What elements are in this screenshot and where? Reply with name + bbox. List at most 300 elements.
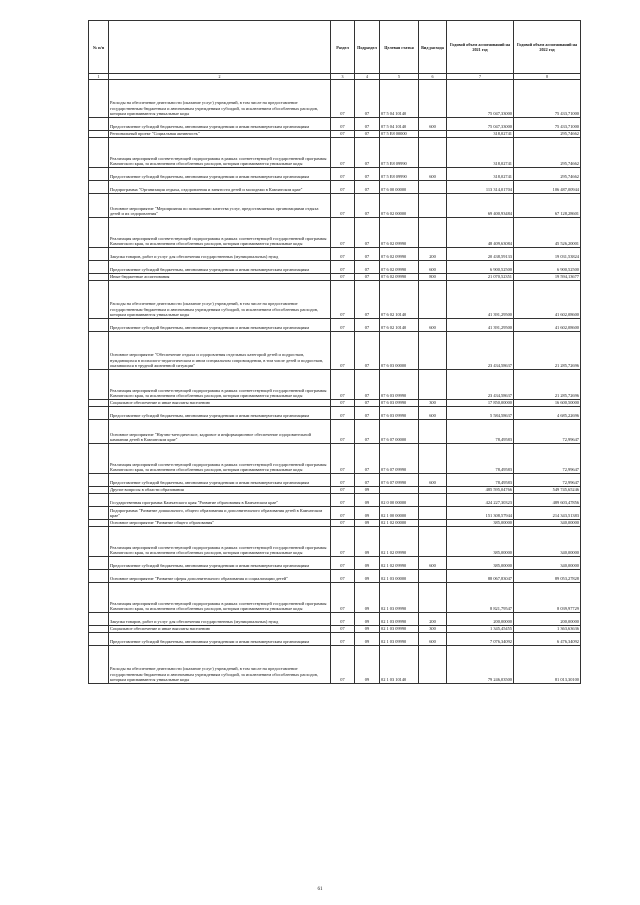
row-podrazdel-cell: 07 — [355, 400, 380, 407]
row-name-cell: Основное мероприятие "Научно-методическое, кадровое и информационное обеспечение оздоровительной кампании детей в Камчатском крае" — [109, 420, 331, 444]
row-amount-2021-cell: 385,00000 — [447, 520, 514, 527]
row-expense-type-cell: 300 — [419, 400, 447, 407]
row-amount-2022-cell: 19 031,53824 — [514, 248, 581, 261]
row-name-cell: Предоставление субсидий бюджетным, автономным учреждениям и иным некоммерческим организациям — [109, 261, 331, 274]
row-target-article-cell: 07 5 04 10140 — [380, 118, 419, 131]
table-row — [89, 583, 581, 613]
table-row — [89, 420, 581, 444]
row-name-cell: Предоставление субсидий бюджетным, автономным учреждениям и иным некоммерческим организациям — [109, 118, 331, 131]
row-number-cell — [89, 319, 109, 332]
header-name — [109, 21, 331, 74]
row-amount-2022-cell: 295,74662 — [514, 138, 581, 168]
row-name-cell: Предоставление субсидий бюджетным, автономным учреждениям и иным некоммерческим организациям — [109, 557, 331, 570]
row-number-cell — [89, 181, 109, 194]
row-amount-2021-cell: 78,49583 — [447, 444, 514, 474]
row-podrazdel-cell: 09 — [355, 520, 380, 527]
header-razdel: Раздел — [331, 21, 355, 74]
table-row — [89, 494, 581, 507]
row-number-cell — [89, 527, 109, 557]
row-expense-type-cell — [419, 487, 447, 494]
row-amount-2021-cell: 78,49583 — [447, 474, 514, 487]
header-expense-type: Вид расхода — [419, 21, 447, 74]
row-number-cell — [89, 507, 109, 520]
row-name-cell: Основное мероприятие "Обеспечение отдыха и оздоровления отдельных категорий детей и подростков, нуждающихся в психолого-педагогическом и ином специальном сопровождении, в том числе детей и подростков, оказавшихся в трудной жизненной ситуации" — [109, 332, 331, 370]
row-target-article-cell: 02 1 03 09990 — [380, 583, 419, 613]
row-expense-type-cell: 600 — [419, 407, 447, 420]
row-target-article-cell: 07 6 02 00000 — [380, 194, 419, 218]
row-name-cell: Региональный проект "Социальная активность" — [109, 131, 331, 138]
table-row — [89, 168, 581, 181]
table-row — [89, 444, 581, 474]
table-row — [89, 319, 581, 332]
column-number: 1 — [89, 74, 109, 80]
row-amount-2021-cell: 385,00000 — [447, 527, 514, 557]
row-amount-2022-cell: 81 013,30100 — [514, 646, 581, 684]
row-amount-2021-cell: 41 391,29500 — [447, 281, 514, 319]
row-number-cell — [89, 420, 109, 444]
row-amount-2021-cell: 318,02741 — [447, 131, 514, 138]
row-expense-type-cell — [419, 420, 447, 444]
row-name-cell: Другие вопросы в области образования — [109, 487, 331, 494]
table-row — [89, 646, 581, 684]
row-amount-2021-cell: 48 409,63084 — [447, 218, 514, 248]
row-target-article-cell: 07 6 03 00000 — [380, 332, 419, 370]
row-name-cell: Основное мероприятие "Развитие сферы дополнительного образования и социализации детей" — [109, 570, 331, 583]
row-expense-type-cell — [419, 527, 447, 557]
row-amount-2022-cell: 340,00000 — [514, 527, 581, 557]
table-row — [89, 626, 581, 633]
row-amount-2021-cell: 79 246,03500 — [447, 646, 514, 684]
row-amount-2021-cell: 78,49583 — [447, 420, 514, 444]
row-expense-type-cell: 600 — [419, 474, 447, 487]
row-podrazdel-cell: 09 — [355, 494, 380, 507]
row-razdel-cell: 07 — [331, 181, 355, 194]
row-target-article-cell: 07 6 02 09990 — [380, 274, 419, 281]
table-row — [89, 474, 581, 487]
row-name-cell: Предоставление субсидий бюджетным, автономным учреждениям и иным некоммерческим организациям — [109, 474, 331, 487]
row-podrazdel-cell: 09 — [355, 570, 380, 583]
header-amount-2022: Годовой объем ассигнований на 2022 год — [514, 21, 581, 74]
row-podrazdel-cell: 07 — [355, 181, 380, 194]
row-amount-2021-cell: 8 821,79547 — [447, 583, 514, 613]
row-podrazdel-cell: 09 — [355, 557, 380, 570]
row-number-cell — [89, 118, 109, 131]
row-target-article-cell: 07 6 07 00000 — [380, 420, 419, 444]
row-razdel-cell: 07 — [331, 118, 355, 131]
row-expense-type-cell — [419, 181, 447, 194]
row-number-cell — [89, 138, 109, 168]
row-razdel-cell: 07 — [331, 583, 355, 613]
row-number-cell — [89, 131, 109, 138]
row-expense-type-cell: 200 — [419, 613, 447, 626]
table-row — [89, 118, 581, 131]
row-razdel-cell: 07 — [331, 400, 355, 407]
row-name-cell: Предоставление субсидий бюджетным, автономным учреждениям и иным некоммерческим организациям — [109, 407, 331, 420]
row-podrazdel-cell: 07 — [355, 332, 380, 370]
row-amount-2021-cell: 318,02741 — [447, 138, 514, 168]
row-razdel-cell: 07 — [331, 407, 355, 420]
row-name-cell: Реализация мероприятий соответствующей подпрограммы в рамках соответствующей государственной программы Камчатского края, за исключением обособленных расходов, которым присваиваются уникальные коды — [109, 583, 331, 613]
row-number-cell — [89, 332, 109, 370]
column-number: 3 — [331, 74, 355, 80]
row-number-cell — [89, 520, 109, 527]
table-row — [89, 570, 581, 583]
row-razdel-cell: 07 — [331, 138, 355, 168]
row-number-cell — [89, 444, 109, 474]
row-number-cell — [89, 633, 109, 646]
table-header-row — [89, 21, 581, 74]
row-podrazdel-cell: 07 — [355, 131, 380, 138]
row-razdel-cell: 07 — [331, 261, 355, 274]
row-amount-2021-cell: 1 345,45455 — [447, 626, 514, 633]
table-row — [89, 80, 581, 118]
row-amount-2022-cell: 8 039,97729 — [514, 583, 581, 613]
row-amount-2022-cell: 295,74662 — [514, 168, 581, 181]
row-target-article-cell: 02 1 03 09990 — [380, 633, 419, 646]
row-amount-2021-cell: 5 584,58637 — [447, 407, 514, 420]
row-amount-2022-cell: 16 600,50000 — [514, 400, 581, 407]
column-number: 6 — [419, 74, 447, 80]
table-row — [89, 407, 581, 420]
row-number-cell — [89, 218, 109, 248]
row-target-article-cell: 02 1 02 00000 — [380, 520, 419, 527]
row-number-cell — [89, 274, 109, 281]
row-name-cell: Предоставление субсидий бюджетным, автономным учреждениям и иным некоммерческим организациям — [109, 633, 331, 646]
row-podrazdel-cell: 09 — [355, 527, 380, 557]
row-amount-2022-cell: 6 900,52500 — [514, 261, 581, 274]
column-number: 5 — [380, 74, 419, 80]
row-name-cell: Реализация мероприятий соответствующей подпрограммы в рамках соответствующей государственной программы Камчатского края, за исключением обособленных расходов, которым присваиваются уникальные коды — [109, 527, 331, 557]
row-amount-2021-cell: 424 227,30323 — [447, 494, 514, 507]
row-target-article-cell: 02 1 03 10140 — [380, 646, 419, 684]
row-amount-2021-cell: 318,02741 — [447, 168, 514, 181]
row-expense-type-cell: 600 — [419, 633, 447, 646]
row-expense-type-cell — [419, 494, 447, 507]
row-number-cell — [89, 80, 109, 118]
row-razdel-cell: 07 — [331, 80, 355, 118]
row-amount-2022-cell: 72,99647 — [514, 420, 581, 444]
row-podrazdel-cell: 07 — [355, 218, 380, 248]
row-number-cell — [89, 474, 109, 487]
row-target-article-cell: 02 1 03 00000 — [380, 570, 419, 583]
header-target-article: Целевая статья — [380, 21, 419, 74]
row-razdel-cell: 07 — [331, 494, 355, 507]
row-expense-type-cell — [419, 646, 447, 684]
row-expense-type-cell: 600 — [419, 168, 447, 181]
header-amount-2021: Годовой объем ассигнований на 2021 год — [447, 21, 514, 74]
row-amount-2022-cell: 106 487,00944 — [514, 181, 581, 194]
row-number-cell — [89, 570, 109, 583]
row-amount-2022-cell: 200,00000 — [514, 613, 581, 626]
table-row — [89, 633, 581, 646]
row-amount-2021-cell: 113 314,01704 — [447, 181, 514, 194]
row-podrazdel-cell: 07 — [355, 168, 380, 181]
row-number-cell — [89, 168, 109, 181]
column-number: 4 — [355, 74, 380, 80]
column-number: 8 — [514, 74, 581, 80]
row-podrazdel-cell: 09 — [355, 507, 380, 520]
table-row — [89, 613, 581, 626]
row-podrazdel-cell: 07 — [355, 407, 380, 420]
row-podrazdel-cell: 07 — [355, 80, 380, 118]
row-amount-2021-cell: 23 434,58637 — [447, 370, 514, 400]
row-name-cell: Иные бюджетные ассигнования — [109, 274, 331, 281]
row-razdel-cell: 07 — [331, 332, 355, 370]
row-razdel-cell: 07 — [331, 474, 355, 487]
row-name-cell: Социальное обеспечение и иные выплаты населению — [109, 626, 331, 633]
row-razdel-cell: 07 — [331, 557, 355, 570]
row-amount-2021-cell: 200,00000 — [447, 613, 514, 626]
row-number-cell — [89, 646, 109, 684]
row-razdel-cell: 07 — [331, 507, 355, 520]
row-name-cell: Расходы на обеспечение деятельности (оказание услуг) учреждений, в том числе на предоставление государственным бюджетным и автономным учреждениям субсидий, за исключением обособленных расходов, которым присваиваются уникальные коды — [109, 646, 331, 684]
row-amount-2022-cell: 4 685,22696 — [514, 407, 581, 420]
row-target-article-cell: 07 6 03 09990 — [380, 400, 419, 407]
row-number-cell — [89, 407, 109, 420]
row-name-cell: Подпрограмма "Организация отдыха, оздоровления и занятости детей и молодежи в Камчатском крае" — [109, 181, 331, 194]
row-amount-2021-cell: 23 434,58637 — [447, 332, 514, 370]
row-razdel-cell: 07 — [331, 420, 355, 444]
row-razdel-cell: 07 — [331, 168, 355, 181]
row-target-article-cell: 02 1 00 00000 — [380, 507, 419, 520]
row-expense-type-cell — [419, 80, 447, 118]
table-row — [89, 194, 581, 218]
row-podrazdel-cell: 07 — [355, 118, 380, 131]
row-podrazdel-cell: 07 — [355, 248, 380, 261]
row-podrazdel-cell: 07 — [355, 138, 380, 168]
row-razdel-cell: 07 — [331, 520, 355, 527]
row-razdel-cell: 07 — [331, 248, 355, 261]
row-razdel-cell: 07 — [331, 274, 355, 281]
row-podrazdel-cell: 07 — [355, 474, 380, 487]
row-razdel-cell: 07 — [331, 370, 355, 400]
row-target-article-cell: 07 5 04 10140 — [380, 80, 419, 118]
row-number-cell — [89, 281, 109, 319]
row-amount-2021-cell: 385,00000 — [447, 557, 514, 570]
row-amount-2022-cell: 1 363,63636 — [514, 626, 581, 633]
table-body — [89, 80, 581, 684]
table-row — [89, 218, 581, 248]
table-row — [89, 557, 581, 570]
row-amount-2021-cell: 75 047,33000 — [447, 118, 514, 131]
row-name-cell: Реализация мероприятий соответствующей подпрограммы в рамках соответствующей государственной программы Камчатского края, за исключением обособленных расходов, которым присваиваются уникальные коды — [109, 138, 331, 168]
row-amount-2022-cell: 6 476,34092 — [514, 633, 581, 646]
page-number: 61 — [317, 887, 323, 892]
row-podrazdel-cell: 09 — [355, 583, 380, 613]
row-amount-2021-cell: 41 391,29500 — [447, 319, 514, 332]
row-amount-2022-cell: 41 602,08600 — [514, 281, 581, 319]
row-number-cell — [89, 370, 109, 400]
row-podrazdel-cell: 09 — [355, 626, 380, 633]
row-target-article-cell: 07 5 E8 09990 — [380, 168, 419, 181]
row-target-article-cell: 07 6 02 09990 — [380, 261, 419, 274]
row-name-cell: Реализация мероприятий соответствующей подпрограммы в рамках соответствующей государственной программы Камчатского края, за исключением обособленных расходов, которым присваиваются уникальные коды — [109, 444, 331, 474]
row-number-cell — [89, 583, 109, 613]
row-number-cell — [89, 613, 109, 626]
row-amount-2022-cell: 72,99647 — [514, 444, 581, 474]
row-expense-type-cell: 600 — [419, 118, 447, 131]
row-podrazdel-cell: 09 — [355, 646, 380, 684]
row-name-cell: Закупка товаров, работ и услуг для обеспечения государственных (муниципальных) нужд — [109, 613, 331, 626]
row-target-article-cell: 07 6 03 09990 — [380, 370, 419, 400]
row-podrazdel-cell: 09 — [355, 633, 380, 646]
table-row — [89, 131, 581, 138]
row-target-article-cell: 07 6 02 10140 — [380, 319, 419, 332]
row-expense-type-cell: 800 — [419, 274, 447, 281]
row-name-cell: Основное мероприятие "Мероприятия по повышению качества услуг, предоставляемых организациями отдыха детей и их оздоровления" — [109, 194, 331, 218]
row-target-article-cell: 02 1 03 09990 — [380, 626, 419, 633]
row-amount-2022-cell: 214 343,51383 — [514, 507, 581, 520]
row-expense-type-cell — [419, 570, 447, 583]
row-number-cell — [89, 248, 109, 261]
row-amount-2022-cell: 549 745,65246 — [514, 487, 581, 494]
row-amount-2022-cell: 89 053,27828 — [514, 570, 581, 583]
row-razdel-cell: 07 — [331, 646, 355, 684]
row-expense-type-cell — [419, 370, 447, 400]
row-podrazdel-cell: 09 — [355, 487, 380, 494]
row-amount-2022-cell: 75 433,71000 — [514, 80, 581, 118]
row-expense-type-cell — [419, 218, 447, 248]
row-number-cell — [89, 261, 109, 274]
row-expense-type-cell: 600 — [419, 261, 447, 274]
row-expense-type-cell: 600 — [419, 319, 447, 332]
row-expense-type-cell — [419, 583, 447, 613]
row-amount-2021-cell: 151 308,57944 — [447, 507, 514, 520]
row-amount-2022-cell: 340,00000 — [514, 557, 581, 570]
row-razdel-cell: 07 — [331, 570, 355, 583]
row-podrazdel-cell: 07 — [355, 444, 380, 474]
row-name-cell: Социальное обеспечение и иные выплаты населению — [109, 400, 331, 407]
budget-table — [88, 20, 581, 684]
row-name-cell: Государственная программа Камчатского края "Развитие образования в Камчатском крае" — [109, 494, 331, 507]
row-name-cell: Расходы на обеспечение деятельности (оказание услуг) учреждений, в том числе на предоставление государственным бюджетным и автономным учреждениям субсидий, за исключением обособленных расходов, которым присваиваются уникальные коды — [109, 281, 331, 319]
header-no: № п/п — [89, 21, 109, 74]
row-target-article-cell: 07 6 02 10140 — [380, 281, 419, 319]
header-podrazdel: Подраздел — [355, 21, 380, 74]
row-amount-2022-cell: 489 603,47856 — [514, 494, 581, 507]
table-row — [89, 370, 581, 400]
row-number-cell — [89, 626, 109, 633]
row-razdel-cell: 07 — [331, 194, 355, 218]
row-amount-2022-cell: 295,74662 — [514, 131, 581, 138]
row-amount-2022-cell: 21 285,72696 — [514, 332, 581, 370]
table-row — [89, 400, 581, 407]
row-podrazdel-cell: 07 — [355, 261, 380, 274]
row-expense-type-cell — [419, 138, 447, 168]
row-amount-2022-cell: 75 433,71000 — [514, 118, 581, 131]
table-row — [89, 274, 581, 281]
row-amount-2021-cell: 88 067,83047 — [447, 570, 514, 583]
row-target-article-cell: 07 6 03 09990 — [380, 407, 419, 420]
row-amount-2021-cell: 7 076,34092 — [447, 633, 514, 646]
row-number-cell — [89, 494, 109, 507]
table-row — [89, 507, 581, 520]
row-razdel-cell: 07 — [331, 626, 355, 633]
row-target-article-cell: 07 6 02 09990 — [380, 218, 419, 248]
row-expense-type-cell — [419, 332, 447, 370]
row-razdel-cell: 07 — [331, 444, 355, 474]
row-expense-type-cell: 200 — [419, 248, 447, 261]
row-podrazdel-cell: 07 — [355, 281, 380, 319]
row-razdel-cell: 07 — [331, 633, 355, 646]
row-name-cell: Расходы на обеспечение деятельности (оказание услуг) учреждений, в том числе на предоставление государственным бюджетным и автономным учреждениям субсидий, за исключением обособленных расходов, которым присваиваются уникальные коды — [109, 80, 331, 118]
row-amount-2021-cell: 21 070,52351 — [447, 274, 514, 281]
row-expense-type-cell — [419, 131, 447, 138]
row-razdel-cell: 07 — [331, 319, 355, 332]
table-row — [89, 332, 581, 370]
row-expense-type-cell — [419, 281, 447, 319]
row-amount-2022-cell: 72,99647 — [514, 474, 581, 487]
row-number-cell — [89, 557, 109, 570]
row-razdel-cell: 07 — [331, 487, 355, 494]
row-podrazdel-cell: 07 — [355, 274, 380, 281]
row-podrazdel-cell: 07 — [355, 420, 380, 444]
row-expense-type-cell — [419, 520, 447, 527]
row-target-article-cell — [380, 487, 419, 494]
row-name-cell: Подпрограмма "Развитие дошкольного, общего образования и дополнительного образования детей в Камчатском крае" — [109, 507, 331, 520]
row-amount-2021-cell: 20 438,59133 — [447, 248, 514, 261]
row-podrazdel-cell: 07 — [355, 194, 380, 218]
table-row — [89, 181, 581, 194]
row-expense-type-cell — [419, 507, 447, 520]
row-target-article-cell: 07 6 00 00000 — [380, 181, 419, 194]
table-row — [89, 520, 581, 527]
row-expense-type-cell: 600 — [419, 557, 447, 570]
row-name-cell: Реализация мероприятий соответствующей подпрограммы в рамках соответствующей государственной программы Камчатского края, за исключением обособленных расходов, которым присваиваются уникальные коды — [109, 370, 331, 400]
column-number: 2 — [109, 74, 331, 80]
table-row — [89, 248, 581, 261]
row-target-article-cell: 07 6 07 09990 — [380, 474, 419, 487]
column-number: 7 — [447, 74, 514, 80]
row-expense-type-cell — [419, 194, 447, 218]
row-razdel-cell: 07 — [331, 613, 355, 626]
row-number-cell — [89, 400, 109, 407]
row-target-article-cell: 02 1 02 09990 — [380, 557, 419, 570]
row-amount-2022-cell: 45 526,20001 — [514, 218, 581, 248]
row-target-article-cell: 02 1 02 09990 — [380, 527, 419, 557]
row-amount-2022-cell: 19 594,13677 — [514, 274, 581, 281]
row-razdel-cell: 07 — [331, 218, 355, 248]
row-name-cell: Закупка товаров, работ и услуг для обеспечения государственных (муниципальных) нужд — [109, 248, 331, 261]
row-amount-2022-cell: 67 128,28601 — [514, 194, 581, 218]
row-razdel-cell: 07 — [331, 527, 355, 557]
row-name-cell: Основное мероприятие "Развитие общего образования" — [109, 520, 331, 527]
row-name-cell: Предоставление субсидий бюджетным, автономным учреждениям и иным некоммерческим организациям — [109, 168, 331, 181]
row-name-cell: Реализация мероприятий соответствующей подпрограммы в рамках соответствующей государственной программы Камчатского края, за исключением обособленных расходов, которым присваиваются уникальные коды — [109, 218, 331, 248]
row-target-article-cell: 07 6 02 09990 — [380, 248, 419, 261]
table-row — [89, 261, 581, 274]
row-razdel-cell: 07 — [331, 131, 355, 138]
row-number-cell — [89, 487, 109, 494]
table-row — [89, 281, 581, 319]
row-amount-2021-cell: 75 047,33000 — [447, 80, 514, 118]
row-amount-2021-cell: 17 850,00000 — [447, 400, 514, 407]
row-target-article-cell: 02 1 03 09990 — [380, 613, 419, 626]
row-amount-2022-cell: 340,00000 — [514, 520, 581, 527]
row-target-article-cell: 07 5 E8 09990 — [380, 138, 419, 168]
row-number-cell — [89, 194, 109, 218]
row-amount-2021-cell: 485 595,04766 — [447, 487, 514, 494]
row-expense-type-cell — [419, 444, 447, 474]
table-row — [89, 527, 581, 557]
row-amount-2021-cell: 6 900,52500 — [447, 261, 514, 274]
row-expense-type-cell: 300 — [419, 626, 447, 633]
row-podrazdel-cell: 07 — [355, 370, 380, 400]
row-podrazdel-cell: 07 — [355, 319, 380, 332]
row-razdel-cell: 07 — [331, 281, 355, 319]
row-name-cell: Предоставление субсидий бюджетным, автономным учреждениям и иным некоммерческим организациям — [109, 319, 331, 332]
row-podrazdel-cell: 09 — [355, 613, 380, 626]
